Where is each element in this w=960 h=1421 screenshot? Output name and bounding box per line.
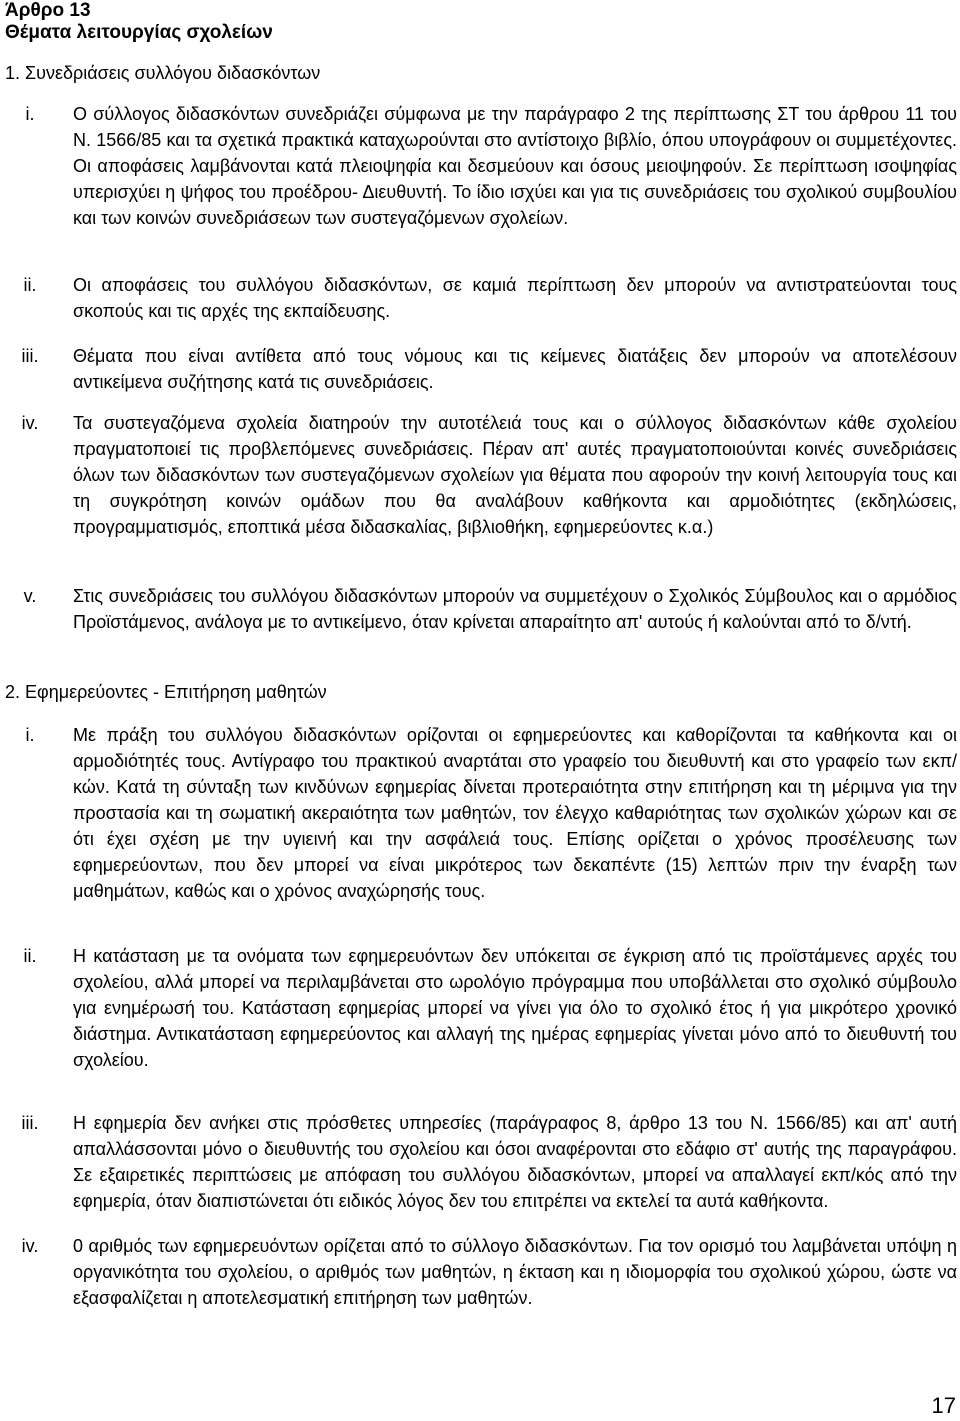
article-title: Άρθρο 13: [5, 0, 91, 21]
list-item-text: Τα συστεγαζόμενα σχολεία διατηρούν την αυτοτέλειά τους και ο σύλλογος διδασκόντων κάθε σχολείου πραγματοποιεί τις προβλεπόμενες συνεδριάσεις. Πέραν απ' αυτές πραγματοποιούνται κοινές συνεδριάσεις όλων των διδασκόντων των συστεγαζόμενων σχολείων για θέματα που αφορούν την κοινή λειτουργία τους και τη συγκρότηση κοινών ομάδων που θα αναλάβουν καθήκοντα και αρμοδιότητες (εκδηλώσεις, προγραμματισμός, εποπτικά μέσα διδασκαλίας, βιβλιοθήκη, εφημερεύοντες κ.α.): [73, 413, 957, 537]
list-item-number: iii.: [21, 346, 39, 366]
list-item-number: i.: [25, 104, 35, 124]
list-item-text: Η κατάσταση με τα ονόματα των εφημερευόντων δεν υπόκειται σε έγκριση από τις προϊστάμενες αρχές του σχολείου, αλλά μπορεί να περιλαμβάνεται στο ωρολόγιο πρόγραμμα που υποβάλλεται στο σχολικό σύμβουλο για ενημέρωσή του. Κατάσταση εφημερίας μπορεί να γίνει για όλο το σχολικό έτος ή για μικρότερο χρονικό διάστημα. Αντικατάσταση εφημερεύοντος και αλλαγή της ημέρας εφημερίας γίνεται μόνο από το διευθυντή του σχολείου.: [73, 946, 957, 1070]
list-item-text: Στις συνεδριάσεις του συλλόγου διδασκόντων μπορούν να συμμετέχουν ο Σχολικός Σύμβουλος και ο αρμόδιος Προϊστάμενος, ανάλογα με το αντικείμενο, όταν κρίνεται απαραίτητο απ' αυτούς ή καλούνται από το δ/ντή.: [73, 586, 957, 632]
section-2-heading: 2. Εφημερεύοντες - Επιτήρηση μαθητών: [5, 682, 327, 702]
list-item-number: iii.: [21, 1113, 39, 1133]
list-item-text: Θέματα που είναι αντίθετα από τους νόμους και τις κείμενες διατάξεις δεν μπορούν να αποτελέσουν αντικείμενα συζήτησης κατά τις συνεδριάσεις.: [73, 346, 957, 392]
list-item-text: Με πράξη του συλλόγου διδασκόντων ορίζονται οι εφημερεύοντες και καθορίζονται τα καθήκοντα και οι αρμοδιότητές τους. Αντίγραφο του πρακτικού αναρτάται στο γραφείο του διευθυντή και στο γραφείο των εκπ/κών. Κατά τη σύνταξη των κινδύνων εφημερίας δίνεται προτεραιότητα στην επιτήρηση και τη μέριμνα για την προστασία και τη σωματική ακεραιότητα των μαθητών, τον έλεγχο καθαριότητας των σχολικών χώρων και σε ότι έχει σχέση με την υγιεινή και την ασφάλειά τους. Επίσης ορίζεται ο χρόνος προσέλευσης των εφημερεύοντων, που δεν μπορεί να είναι μικρότερος των δεκαπέντε (15) λεπτών πριν την έναρξη των μαθημάτων, καθώς και ο χρόνος αναχώρησής τους.: [73, 725, 957, 901]
article-subtitle: Θέματα λειτουργίας σχολείων: [5, 22, 273, 43]
list-item-number: ii.: [23, 946, 37, 966]
list-item-number: iv.: [21, 1236, 39, 1256]
page-number: 17: [931, 1393, 956, 1418]
list-item-text: 0 αριθμός των εφημερευόντων ορίζεται από το σύλλογο διδασκόντων. Για τον ορισμό του λαμβάνεται υπόψη η οργανικότητα του σχολείου, ο αριθμός των μαθητών, η έκταση και η ιδιομορφία του σχολικού χώρου, ώστε να εξασφαλίζεται η αποτελεσματική επιτήρηση των μαθητών.: [73, 1236, 957, 1308]
section-1-heading: 1. Συνεδριάσεις συλλόγου διδασκόντων: [5, 63, 321, 83]
list-item-text: Η εφημερία δεν ανήκει στις πρόσθετες υπηρεσίες (παράγραφος 8, άρθρο 13 του Ν. 1566/85) και απ' αυτή απαλλάσσονται μόνο ο διευθυντής του σχολείου και όσοι αναφέρονται στο εδάφιο στ' αυτής της παραγράφου. Σε εξαιρετικές περιπτώσεις με απόφαση του συλλόγου διδασκόντων, μπορεί να απαλλαγεί εκπ/κός από την εφημερία, όταν διαπιστώνεται ότι ειδικός λόγος δεν του επιτρέπει να εκτελεί τα αυτά καθήκοντα.: [73, 1113, 957, 1211]
list-item-number: v.: [23, 586, 37, 606]
list-item-text: Οι αποφάσεις του συλλόγου διδασκόντων, σε καμιά περίπτωση δεν μπορούν να αντιστρατεύονται τους σκοπούς και τις αρχές της εκπαίδευσης.: [73, 275, 957, 321]
list-item-number: iv.: [21, 413, 39, 433]
list-item-text: Ο σύλλογος διδασκόντων συνεδριάζει σύμφωνα με την παράγραφο 2 της περίπτωσης ΣΤ του άρθρου 11 του Ν. 1566/85 και τα σχετικά πρακτικά καταχωρούνται στο αντίστοιχο βιβλίο, όπου υπογράφουν οι συμμετέχοντες. Οι αποφάσεις λαμβάνονται κατά πλειοψηφία και δεσμεύουν και όσους μειοψηφούν. Σε περίπτωση ισοψηφίας υπερισχύει η ψήφος του προέδρου- Διευθυντή. Το ίδιο ισχύει και για τις συνεδριάσεις του σχολικού συμβουλίου και των κοινών συνεδριάσεων των συστεγαζόμενων σχολείων.: [73, 104, 957, 228]
list-item-number: ii.: [23, 275, 37, 295]
list-item-number: i.: [25, 725, 35, 745]
